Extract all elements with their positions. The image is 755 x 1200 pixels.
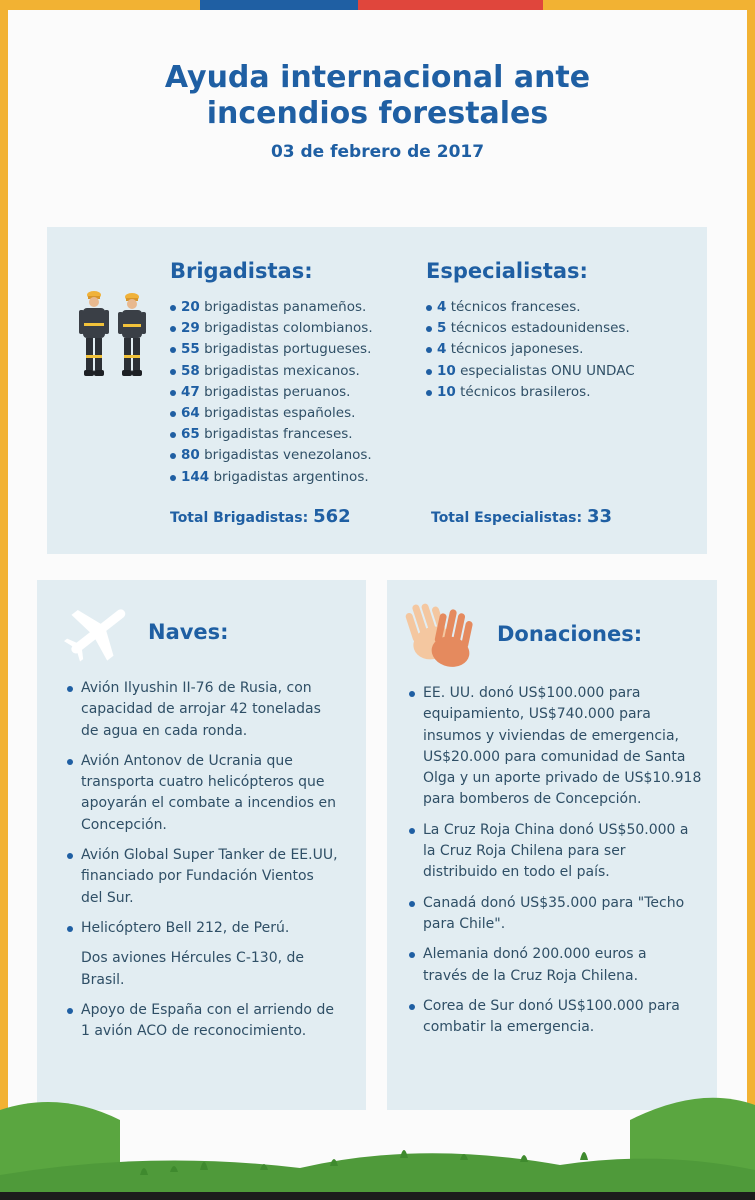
firefighters-icon: [77, 289, 151, 381]
list-item: [426, 382, 635, 403]
list-item: [426, 361, 635, 382]
item-text: brigadistas mexicanos.: [204, 362, 360, 379]
stripe-segment-yellow: [0, 0, 200, 10]
list-item: [170, 297, 373, 318]
infographic-sheet: [8, 10, 747, 1190]
item-count: 55: [181, 341, 200, 358]
list-item: [170, 467, 373, 488]
stripe-segment-yellow-right: [543, 0, 755, 10]
list-item: [170, 424, 373, 445]
item-text: brigadistas colombianos.: [204, 320, 373, 337]
stripe-segment-red: [358, 0, 543, 10]
item-count: 4: [437, 299, 447, 315]
list-item: [170, 361, 373, 382]
list-item: Canadá donó US$35.000 para "Techo para Chile".: [409, 893, 701, 936]
list-item: Avión Global Super Tanker de EE.UU, financiado por Fundación Vientos del Sur.: [67, 845, 338, 909]
donaciones-panel: [387, 580, 717, 1110]
list-item: [170, 382, 373, 403]
list-item: EE. UU. donó US$100.000 para equipamiento, US$740.000 para insumos y viviendas de emergencia, US$20.000 para comunidad de Santa Olga y un aporte privado de US$10.918 para bomberos de Concepción.: [409, 683, 701, 811]
especialistas-total: [431, 506, 612, 527]
item-text: técnicos franceses.: [450, 299, 581, 315]
list-item: Dos aviones Hércules C-130, de Brasil.: [81, 950, 304, 988]
item-text: brigadistas españoles.: [204, 405, 356, 422]
list-item: [426, 297, 635, 318]
item-text: brigadistas venezolanos.: [204, 447, 372, 464]
item-count: 5: [437, 320, 447, 337]
naves-panel: [37, 580, 366, 1110]
green-hills-illustration: [0, 1080, 755, 1200]
personnel-panel: [47, 227, 707, 554]
list-item: [426, 318, 635, 339]
list-item: [170, 339, 373, 360]
page-title: Ayuda internacional ante incendios forestales: [164, 60, 591, 131]
item-count: 20: [181, 299, 200, 315]
header: [8, 60, 747, 162]
list-item: [170, 318, 373, 339]
item-text: brigadistas peruanos.: [204, 383, 351, 400]
item-count: 58: [181, 362, 200, 379]
list-item: La Cruz Roja China donó US$50.000 a la Cruz Roja Chilena para ser distribuido en todo el país.: [409, 820, 701, 884]
list-item: [170, 403, 373, 424]
firefighter-left-figure: [79, 291, 109, 376]
item-count: 4: [437, 341, 447, 358]
naves-heading: Naves:: [148, 620, 229, 644]
donaciones-heading: Donaciones:: [497, 622, 643, 646]
list-item: [426, 339, 635, 360]
list-item: Apoyo de España con el arriendo de 1 avión ACO de reconocimiento.: [67, 1000, 338, 1043]
total-value: 33: [586, 506, 613, 527]
item-text: brigadistas franceses.: [204, 426, 353, 443]
total-label: Total Brigadistas:: [170, 510, 309, 526]
top-color-stripe: [0, 0, 755, 10]
item-text: especialistas ONU UNDAC: [460, 362, 635, 379]
item-count: 10: [437, 383, 456, 400]
donaciones-list: [409, 683, 701, 1047]
brigadistas-heading: Brigadistas:: [170, 259, 313, 283]
total-label: Total Especialistas:: [431, 510, 583, 526]
page-date: 03 de febrero de 2017: [270, 142, 485, 162]
list-item: [170, 445, 373, 466]
stripe-segment-blue: [200, 0, 358, 10]
item-count: 10: [437, 362, 456, 379]
item-text: técnicos brasileros.: [460, 383, 591, 400]
item-text: brigadistas panameños.: [204, 299, 367, 315]
item-text: técnicos estadounidenses.: [450, 320, 630, 337]
brigadistas-list: [170, 297, 373, 488]
especialistas-list: [426, 297, 635, 403]
airplane-icon: [61, 598, 135, 664]
total-value: 562: [313, 506, 351, 527]
item-count: 80: [181, 447, 200, 464]
list-item: Corea de Sur donó US$100.000 para combatir la emergencia.: [409, 996, 701, 1039]
item-count: 29: [181, 320, 200, 337]
item-count: 144: [181, 468, 210, 485]
item-count: 64: [181, 405, 200, 422]
firefighter-right-figure: [118, 293, 146, 376]
hands-icon: [405, 596, 479, 672]
list-item: Helicóptero Bell 212, de Perú.: [67, 918, 338, 939]
item-text: brigadistas portugueses.: [204, 341, 372, 358]
item-count: 47: [181, 383, 200, 400]
list-item: Alemania donó 200.000 euros a través de la Cruz Roja Chilena.: [409, 944, 701, 987]
item-count: 65: [181, 426, 200, 443]
list-item: Avión Ilyushin II-76 de Rusia, con capacidad de arrojar 42 toneladas de agua en cada ronda.: [67, 678, 338, 742]
item-text: brigadistas argentinos.: [213, 468, 369, 485]
brigadistas-total: [170, 506, 351, 527]
naves-list: [67, 678, 338, 1051]
especialistas-heading: Especialistas:: [426, 259, 588, 283]
list-item: Avión Antonov de Ucrania que transporta cuatro helicópteros que apoyarán el combate a incendios en Concepción.: [67, 751, 338, 836]
item-text: técnicos japoneses.: [450, 341, 584, 358]
